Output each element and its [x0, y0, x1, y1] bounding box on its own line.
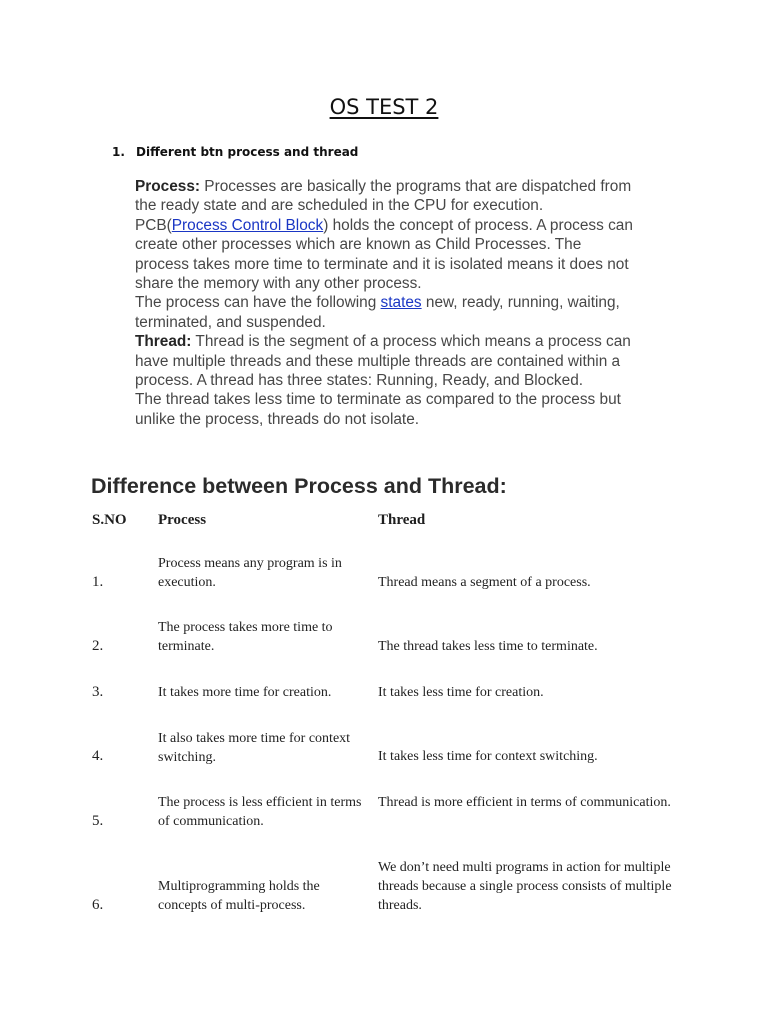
answer-block [135, 177, 695, 429]
table-cell-thread: Thread is more efficient in terms of communication. [378, 795, 671, 810]
table-header-sno: S.NO [92, 512, 127, 528]
table-cell-process: The process is less efficient in terms of communication. [158, 795, 362, 829]
document-title [0, 95, 768, 119]
table-header-process: Process [158, 512, 207, 528]
answer-line [135, 177, 695, 196]
question-text: Different btn process and thread [136, 145, 359, 159]
section-heading: Difference between Process and Thread: [91, 474, 507, 498]
answer-line [135, 332, 695, 351]
table-cell-sno: 2. [92, 638, 104, 654]
table-cell-sno: 1. [92, 574, 104, 590]
answer-line: the ready state and are scheduled in the CPU for execution. [135, 197, 544, 215]
table-cell-thread: It takes less time for creation. [378, 685, 544, 700]
answer-line: have multiple threads and these multiple threads are contained within a [135, 352, 621, 370]
table-header-thread: Thread [378, 512, 426, 528]
answer-text: The process can have the following [135, 294, 381, 312]
table-cell-thread: Thread means a segment of a process. [378, 575, 591, 590]
table-cell-thread: It takes less time for context switching. [378, 749, 598, 764]
table-cell-process: It takes more time for creation. [158, 685, 332, 700]
question-item [112, 145, 358, 159]
table-cell-process: It also takes more time for context switching. [158, 731, 351, 765]
table-cell-process: Multiprogramming holds the concepts of multi-process. [158, 879, 320, 913]
answer-text: Thread is the segment of a process which means a process can [191, 333, 631, 351]
table-cell-sno: 5. [92, 813, 104, 829]
table-cell-process: Process means any program is in execution. [158, 556, 342, 590]
answer-line: share the memory with any other process. [135, 275, 422, 293]
answer-line: unlike the process, threads do not isolate. [135, 410, 420, 428]
answer-line: create other processes which are known as Child Processes. The [135, 236, 582, 254]
answer-line: terminated, and suspended. [135, 313, 326, 331]
answer-line: process. A thread has three states: Running, Ready, and Blocked. [135, 372, 584, 390]
answer-line: The thread takes less time to terminate as compared to the process but [135, 391, 621, 409]
answer-text: PCB( [135, 216, 172, 234]
answer-text: new, ready, running, waiting, [421, 294, 620, 312]
states-link[interactable]: states [380, 294, 422, 312]
process-control-block-link[interactable]: Process Control Block [171, 216, 324, 234]
answer-text: ) holds the concept of process. A process can [323, 216, 633, 234]
table-cell-thread: We don’t need multi programs in action for multiple threads because a single process consists of multiple threads. [378, 860, 672, 913]
answer-line [135, 293, 695, 312]
answer-text: Processes are basically the programs that are dispatched from [200, 178, 632, 195]
table-cell-sno: 4. [92, 748, 104, 764]
table-cell-process: The process takes more time to terminate. [158, 620, 333, 654]
document-title-text: OS TEST 2 [329, 95, 439, 119]
answer-line: process takes more time to terminate and it is isolated means it does not [135, 255, 629, 273]
table-cell-sno: 3. [92, 684, 104, 700]
process-label: Process: [135, 178, 201, 195]
answer-line [135, 216, 695, 235]
table-cell-sno: 6. [92, 897, 104, 913]
question-number: 1. [112, 145, 125, 159]
thread-label: Thread: [135, 333, 192, 351]
table-cell-thread: The thread takes less time to terminate. [378, 639, 598, 654]
